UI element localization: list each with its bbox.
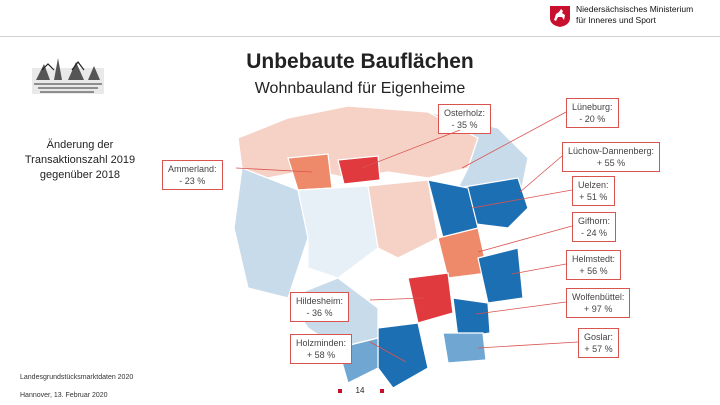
callout-value: - 24 % bbox=[581, 228, 608, 238]
ministry-line-1: Niedersächsisches Ministerium bbox=[576, 4, 694, 14]
slide-subtitle: Wohnbauland für Eigenheime bbox=[254, 80, 466, 97]
map-region-osterholz bbox=[338, 156, 380, 184]
callout-helmstedt bbox=[566, 250, 621, 280]
map-region-hildesheim bbox=[408, 273, 453, 323]
callout-gifhorn bbox=[572, 212, 616, 242]
footer-date: Hannover, 13. Februar 2020 bbox=[20, 392, 108, 399]
callout-hildesheim bbox=[290, 292, 349, 322]
lower-saxony-horse-crest-icon bbox=[548, 4, 572, 28]
callout-value: + 55 % bbox=[596, 158, 626, 168]
callout-ammerland bbox=[162, 160, 223, 190]
callout-name: Helmstedt: bbox=[572, 254, 616, 264]
map-region-central bbox=[368, 180, 438, 258]
callout-value: + 56 % bbox=[579, 266, 608, 276]
callout-value: - 20 % bbox=[579, 114, 606, 124]
ministry-logo bbox=[548, 4, 716, 30]
map-region-wolfenbuettel bbox=[453, 298, 490, 338]
map-region-goslar bbox=[443, 333, 486, 363]
callout-name: Holzminden: bbox=[296, 338, 347, 348]
callout-value: + 58 % bbox=[306, 350, 336, 360]
ministry-name bbox=[576, 4, 693, 26]
callout-name: Wolfenbüttel: bbox=[572, 292, 625, 302]
callout-name: Hildesheim: bbox=[296, 296, 344, 306]
page-number: 14 bbox=[355, 386, 365, 395]
callout-lueneburg bbox=[566, 98, 619, 128]
callout-name: Lüneburg: bbox=[572, 102, 613, 112]
callout-value: - 23 % bbox=[179, 176, 206, 186]
callout-wolfenbuettel bbox=[566, 288, 630, 318]
callout-uelzen bbox=[572, 176, 615, 206]
callout-name: Gifhorn: bbox=[578, 216, 611, 226]
map-region-central-west bbox=[298, 186, 378, 278]
map-caption: Änderung der Transaktionszahl 2019 gegenüber 2018 bbox=[24, 139, 136, 181]
callout-luechow-dannenberg bbox=[562, 142, 660, 172]
ministry-line-2: für Inneres und Sport bbox=[576, 15, 656, 25]
callout-value: - 36 % bbox=[306, 308, 333, 318]
map-region-helmstedt bbox=[478, 248, 523, 303]
callout-name: Ammerland: bbox=[168, 164, 217, 174]
callout-osterholz bbox=[438, 104, 491, 134]
footer-marker-right bbox=[380, 389, 384, 393]
callout-name: Lüchow-Dannenberg: bbox=[568, 146, 655, 156]
callout-name: Uelzen: bbox=[578, 180, 609, 190]
callout-name: Goslar: bbox=[584, 332, 614, 342]
header-divider bbox=[0, 36, 720, 37]
lower-saxony-choropleth-map bbox=[228, 98, 532, 398]
callout-value: + 51 % bbox=[579, 192, 608, 202]
map-region-ammerland bbox=[288, 154, 332, 190]
callout-holzminden bbox=[290, 334, 352, 364]
footer-source: Landesgrundstücksmarktdaten 2020 bbox=[20, 374, 134, 381]
callout-value: - 35 % bbox=[451, 120, 478, 130]
callout-value: + 57 % bbox=[584, 344, 613, 354]
callout-value: + 97 % bbox=[584, 304, 613, 314]
callout-name: Osterholz: bbox=[444, 108, 486, 118]
slide-title: Unbebaute Bauflächen bbox=[246, 50, 474, 73]
map-region-holzminden bbox=[378, 323, 428, 388]
callout-goslar bbox=[578, 328, 619, 358]
